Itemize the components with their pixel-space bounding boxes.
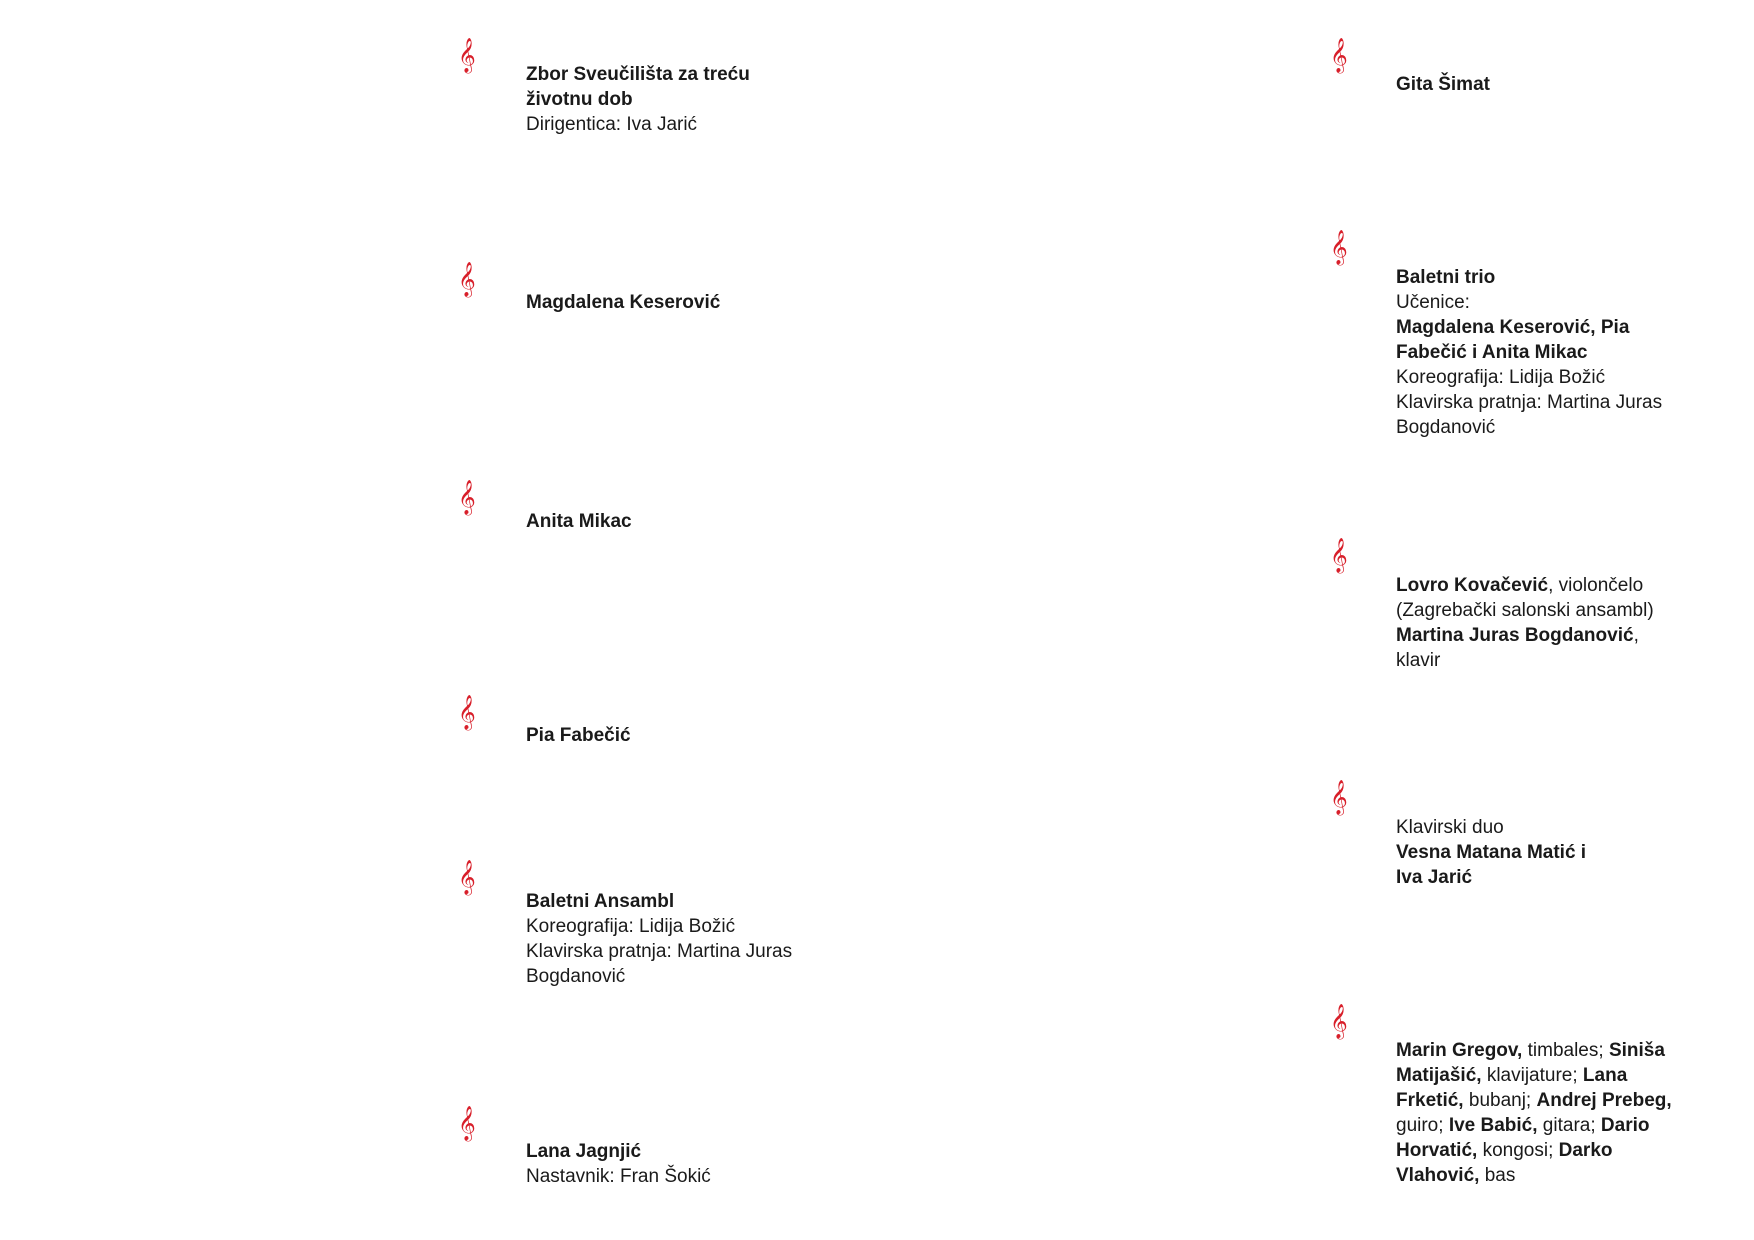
performer-detail: Koreografija: Lidija Božić bbox=[526, 916, 736, 937]
performer-detail: Nastavnik: Fran Šokić bbox=[526, 1166, 711, 1187]
ensemble-line bbox=[1396, 1063, 1672, 1088]
performer-line bbox=[1396, 573, 1654, 598]
performer-name: Fabečić i Anita Mikac bbox=[1396, 342, 1588, 363]
performer-role: timbales; bbox=[1522, 1040, 1609, 1061]
performer-name: Anita Mikac bbox=[526, 511, 632, 532]
performer-block bbox=[526, 62, 750, 137]
performer-name: Dario bbox=[1600, 1115, 1650, 1136]
performer-block bbox=[1396, 72, 1490, 97]
treble-clef-icon: 𝄞 bbox=[1330, 538, 1348, 573]
treble-clef-icon: 𝄞 bbox=[458, 480, 476, 515]
performer-block bbox=[1396, 815, 1586, 890]
performer-detail: klavir bbox=[1396, 650, 1441, 671]
performer-detail: Koreografija: Lidija Božić bbox=[1396, 367, 1606, 388]
treble-clef-icon: 𝄞 bbox=[458, 695, 476, 730]
performer-detail: (Zagrebački salonski ansambl) bbox=[1396, 600, 1654, 621]
treble-clef-icon: 𝄞 bbox=[1330, 38, 1348, 73]
performer-name: Iva Jarić bbox=[1396, 867, 1473, 888]
performer-role: bas bbox=[1479, 1165, 1516, 1186]
treble-clef-icon: 𝄞 bbox=[1330, 230, 1348, 265]
performer-block bbox=[526, 509, 632, 534]
treble-clef-icon: 𝄞 bbox=[458, 262, 476, 297]
performer-name: Darko bbox=[1558, 1140, 1613, 1161]
performer-role: klavijature; bbox=[1481, 1065, 1583, 1086]
performer-detail: Bogdanović bbox=[526, 966, 626, 987]
performer-name: Ive Babić, bbox=[1448, 1115, 1538, 1136]
performer-name: Lovro Kovačević bbox=[1396, 575, 1549, 596]
treble-clef-icon: 𝄞 bbox=[1330, 780, 1348, 815]
performer-detail: Dirigentica: Iva Jarić bbox=[526, 114, 698, 135]
performer-detail: Bogdanović bbox=[1396, 417, 1496, 438]
performer-name: životnu dob bbox=[526, 89, 633, 110]
performer-name: Frketić, bbox=[1396, 1090, 1464, 1111]
performer-detail: Učenice: bbox=[1396, 292, 1470, 313]
performer-detail: Klavirska pratnja: Martina Juras bbox=[526, 941, 793, 962]
performer-name: Horvatić, bbox=[1396, 1140, 1478, 1161]
performer-name: Baletni trio bbox=[1396, 267, 1496, 288]
performer-block bbox=[1396, 265, 1662, 440]
performer-role: kongosi; bbox=[1477, 1140, 1559, 1161]
performer-role: , bbox=[1633, 625, 1639, 646]
treble-clef-icon: 𝄞 bbox=[458, 860, 476, 895]
performer-block bbox=[1396, 1038, 1672, 1188]
performer-name: Andrej Prebeg, bbox=[1536, 1090, 1672, 1111]
performer-block bbox=[526, 889, 792, 989]
performer-name: Lana bbox=[1582, 1065, 1628, 1086]
performer-role: gitara; bbox=[1537, 1115, 1601, 1136]
performer-detail: Klavirski duo bbox=[1396, 817, 1504, 838]
treble-clef-icon: 𝄞 bbox=[458, 1106, 476, 1141]
treble-clef-icon: 𝄞 bbox=[1330, 1004, 1348, 1039]
ensemble-line bbox=[1396, 1088, 1672, 1113]
performer-name: Magdalena Keserović, Pia bbox=[1396, 317, 1630, 338]
performer-role: bubanj; bbox=[1463, 1090, 1537, 1111]
ensemble-line bbox=[1396, 1138, 1672, 1163]
performer-name: Vlahović, bbox=[1396, 1165, 1480, 1186]
performer-name: Siniša bbox=[1608, 1040, 1665, 1061]
ensemble-line bbox=[1396, 1038, 1672, 1063]
performer-role: , violončelo bbox=[1548, 575, 1644, 596]
performer-name: Magdalena Keserović bbox=[526, 292, 721, 313]
ensemble-line bbox=[1396, 1113, 1672, 1138]
performer-detail: Klavirska pratnja: Martina Juras bbox=[1396, 392, 1663, 413]
performer-block bbox=[526, 723, 631, 748]
performer-block bbox=[526, 290, 720, 315]
performer-name: Marin Gregov, bbox=[1396, 1040, 1523, 1061]
performer-name: Gita Šimat bbox=[1396, 74, 1490, 95]
performer-role: guiro; bbox=[1396, 1115, 1449, 1136]
performer-line bbox=[1396, 623, 1654, 648]
performer-name: Matijašić, bbox=[1396, 1065, 1482, 1086]
performer-name: Lana Jagnjić bbox=[526, 1141, 642, 1162]
performer-block bbox=[1396, 573, 1654, 673]
performer-name: Baletni Ansambl bbox=[526, 891, 675, 912]
performer-name: Pia Fabečić bbox=[526, 725, 631, 746]
performer-name: Martina Juras Bogdanović bbox=[1396, 625, 1634, 646]
ensemble-line bbox=[1396, 1163, 1672, 1188]
performer-name: Zbor Sveučilišta za treću bbox=[526, 64, 750, 85]
performer-block bbox=[526, 1139, 711, 1189]
treble-clef-icon: 𝄞 bbox=[458, 38, 476, 73]
performer-name: Vesna Matana Matić i bbox=[1396, 842, 1587, 863]
